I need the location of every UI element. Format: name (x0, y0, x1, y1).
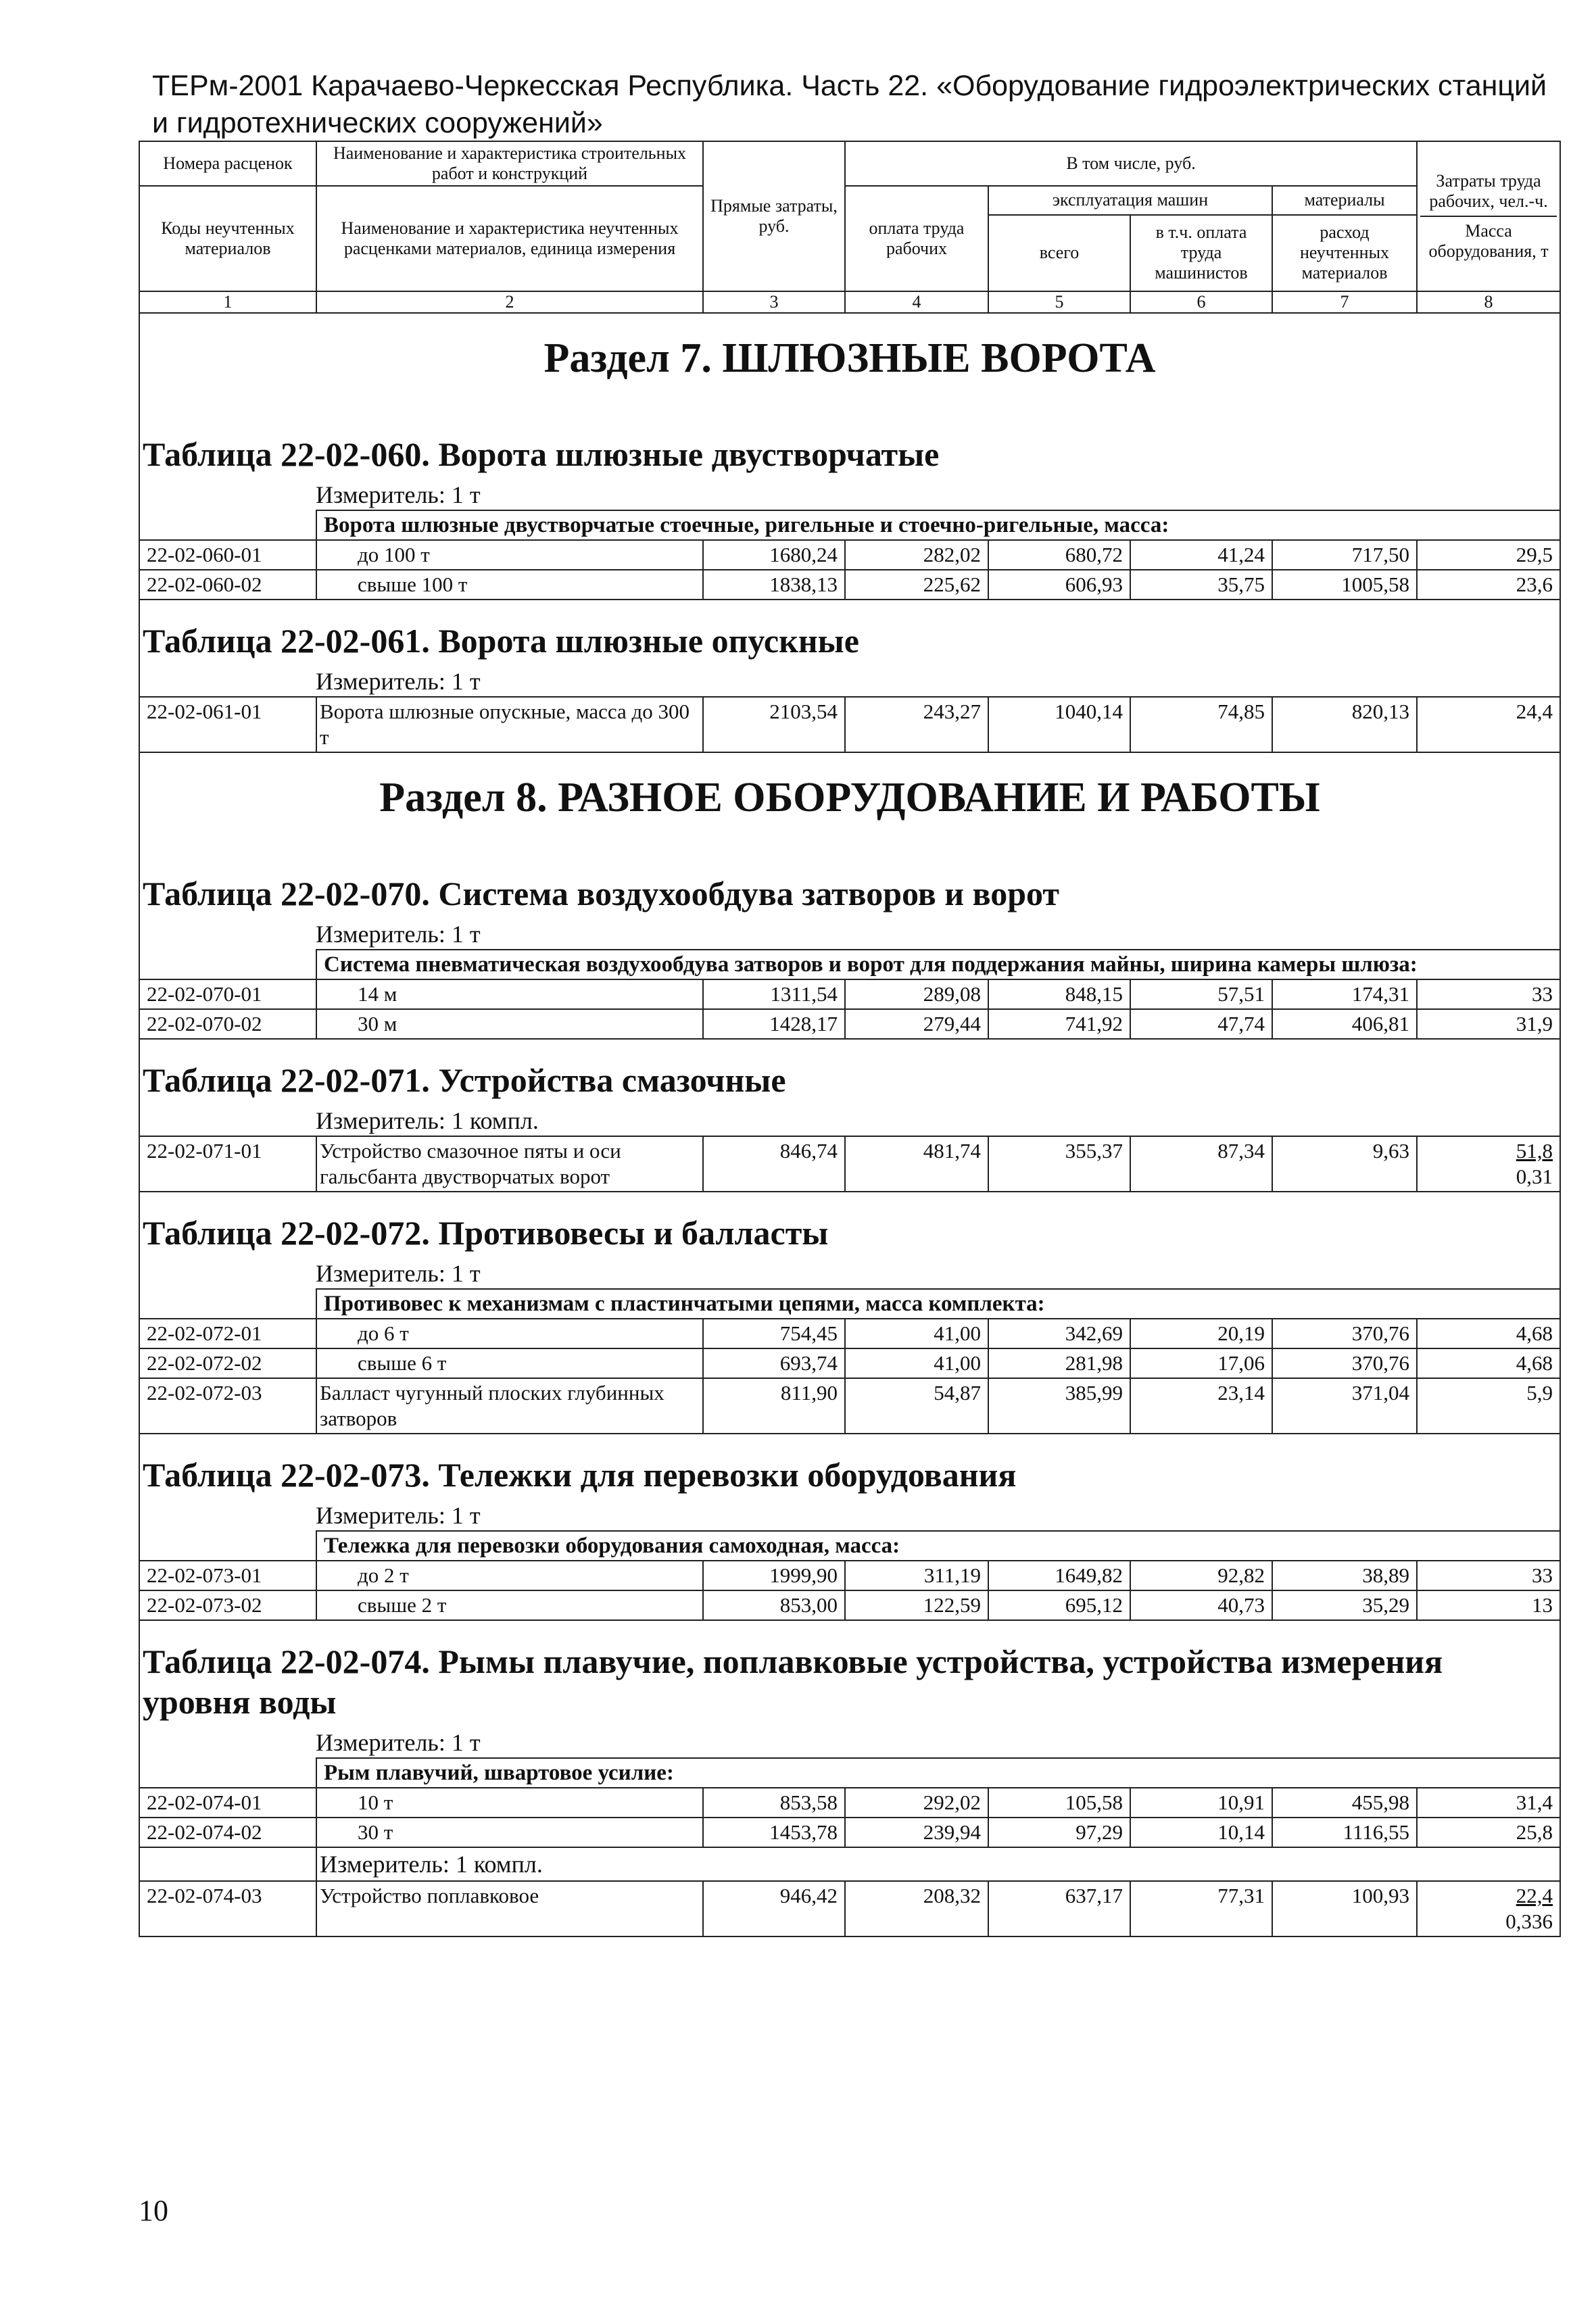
direct-costs: 946,42 (703, 1881, 845, 1936)
rate-name: 30 т (316, 1818, 703, 1847)
table-073-head-cell (139, 1434, 1560, 1531)
rate-name: Ворота шлюзные опускные, масса до 300 т (316, 697, 703, 752)
empty-cell (139, 1289, 316, 1319)
machine-total: 385,99 (988, 1378, 1130, 1434)
table-row (139, 1319, 1560, 1348)
empty-cell (139, 1847, 316, 1881)
worker-pay: 54,87 (845, 1378, 988, 1434)
direct-costs: 693,74 (703, 1348, 845, 1378)
labor-costs: 31,9 (1417, 1009, 1560, 1039)
header-direct-costs: Прямые затраты, руб. (703, 141, 845, 291)
rate-code: 22-02-060-02 (139, 570, 316, 600)
col-num-7: 7 (1272, 291, 1417, 313)
rate-code: 22-02-074-03 (139, 1881, 316, 1936)
machinist-pay: 10,91 (1130, 1788, 1272, 1818)
header-column-numbers (139, 291, 1560, 313)
col-num-1: 1 (139, 291, 316, 313)
worker-pay: 225,62 (845, 570, 988, 600)
table-row (139, 1378, 1560, 1434)
machinist-pay: 35,75 (1130, 570, 1272, 600)
machinist-pay: 47,74 (1130, 1009, 1272, 1039)
table-061-title: Таблица 22-02-061. Ворота шлюзные опускные (143, 622, 859, 660)
table-061-measure: Измеритель: 1 т (316, 668, 481, 695)
table-row (139, 1348, 1560, 1378)
labor-costs: 4,68 (1417, 1348, 1560, 1378)
header-work-name: Наименование и характеристика строительных работ и конструкций (316, 141, 703, 186)
machinist-pay: 74,85 (1130, 697, 1272, 752)
rate-code: 22-02-073-01 (139, 1561, 316, 1590)
machine-total: 637,17 (988, 1881, 1130, 1936)
rate-name: свыше 100 т (316, 570, 703, 600)
col-num-5: 5 (988, 291, 1130, 313)
table-074-measure: Измеритель: 1 т (316, 1729, 481, 1756)
table-061-head-cell (139, 600, 1560, 697)
rate-name: 30 м (316, 1009, 703, 1039)
labor-costs: 51,8 (1516, 1139, 1553, 1163)
materials: 371,04 (1272, 1378, 1417, 1434)
section-8-title: Раздел 8. РАЗНОЕ ОБОРУДОВАНИЕ И РАБОТЫ (379, 775, 1320, 821)
materials: 406,81 (1272, 1009, 1417, 1039)
header-labor-mass (1417, 141, 1560, 291)
labor-costs: 29,5 (1417, 540, 1560, 570)
worker-pay: 239,94 (845, 1818, 988, 1847)
rate-name: Устройство смазочное пяты и оси гальсбанта двустворчатых ворот (316, 1136, 703, 1192)
machinist-pay: 10,14 (1130, 1818, 1272, 1847)
direct-costs: 1428,17 (703, 1009, 845, 1039)
table-070-title: Таблица 22-02-070. Система воздухообдува затворов и ворот (143, 875, 1059, 912)
machine-total: 741,92 (988, 1009, 1130, 1039)
direct-costs: 811,90 (703, 1378, 845, 1434)
materials: 35,29 (1272, 1590, 1417, 1620)
materials: 455,98 (1272, 1788, 1417, 1818)
rate-code: 22-02-071-01 (139, 1136, 316, 1192)
machinist-pay: 41,24 (1130, 540, 1272, 570)
header-machine-operation: эксплуатация машин (988, 186, 1272, 215)
rate-code: 22-02-072-02 (139, 1348, 316, 1378)
worker-pay: 289,08 (845, 979, 988, 1009)
header-total: всего (988, 215, 1130, 291)
table-072-group (139, 1289, 1560, 1319)
labor-costs: 31,4 (1417, 1788, 1560, 1818)
labor-costs: 13 (1417, 1590, 1560, 1620)
header-rate-numbers: Номера расценок (139, 141, 316, 186)
section-8-row (139, 752, 1560, 950)
section-7-cell (139, 313, 1560, 510)
header-in-that-number: В том числе, руб. (845, 141, 1417, 186)
direct-costs: 1838,13 (703, 570, 845, 600)
worker-pay: 279,44 (845, 1009, 988, 1039)
labor-costs: 33 (1417, 979, 1560, 1009)
rate-code: 22-02-072-01 (139, 1319, 316, 1348)
table-071-head-cell (139, 1039, 1560, 1136)
header-material-codes: Коды неучтенных материалов (139, 186, 316, 291)
table-072-head (139, 1192, 1560, 1289)
table-070-group-text: Система пневматическая воздухообдува затворов и ворот для поддержания майны, ширина камеры шлюза: (316, 950, 1560, 979)
materials: 717,50 (1272, 540, 1417, 570)
table-row (139, 570, 1560, 600)
header-labor: Затраты труда рабочих, чел.-ч. (1420, 171, 1557, 217)
header-row-2 (139, 186, 1560, 215)
table-074-head-cell (139, 1620, 1560, 1758)
labor-costs: 22,4 (1516, 1884, 1553, 1907)
equipment-mass: 0,31 (1516, 1165, 1553, 1188)
page-number: 10 (139, 2194, 168, 2227)
table-073-group-text: Тележка для перевозки оборудования самоходная, масса: (316, 1531, 1560, 1561)
rate-code: 22-02-070-02 (139, 1009, 316, 1039)
table-060-measure: Измеритель: 1 т (316, 481, 481, 508)
table-row (139, 1788, 1560, 1818)
machine-total: 1649,82 (988, 1561, 1130, 1590)
table-071-measure: Измеритель: 1 компл. (316, 1107, 539, 1134)
machine-total: 695,12 (988, 1590, 1130, 1620)
table-073-head (139, 1434, 1560, 1531)
rate-code: 22-02-070-01 (139, 979, 316, 1009)
empty-cell (139, 1758, 316, 1788)
worker-pay: 122,59 (845, 1590, 988, 1620)
table-060-group (139, 510, 1560, 540)
rate-name: свыше 6 т (316, 1348, 703, 1378)
machinist-pay: 92,82 (1130, 1561, 1272, 1590)
materials: 9,63 (1272, 1136, 1417, 1192)
labor-costs: 25,8 (1417, 1818, 1560, 1847)
header-materials: материалы (1272, 186, 1417, 215)
rate-code: 22-02-061-01 (139, 697, 316, 752)
worker-pay: 41,00 (845, 1348, 988, 1378)
col-num-8: 8 (1417, 291, 1560, 313)
rate-name: свыше 2 т (316, 1590, 703, 1620)
table-061-head (139, 600, 1560, 697)
worker-pay: 481,74 (845, 1136, 988, 1192)
rate-code: 22-02-074-01 (139, 1788, 316, 1818)
rate-code: 22-02-072-03 (139, 1378, 316, 1434)
direct-costs: 1311,54 (703, 979, 845, 1009)
worker-pay: 243,27 (845, 697, 988, 752)
header-mass: Масса оборудования, т (1428, 221, 1549, 261)
direct-costs: 853,58 (703, 1788, 845, 1818)
table-row (139, 697, 1560, 752)
empty-cell (139, 510, 316, 540)
table-074-group (139, 1758, 1560, 1788)
table-060-group-text: Ворота шлюзные двустворчатые стоечные, ригельные и стоечно-ригельные, масса: (316, 510, 1560, 540)
section-7-title: Раздел 7. ШЛЮЗНЫЕ ВОРОТА (543, 335, 1156, 381)
rate-name: до 6 т (316, 1319, 703, 1348)
rate-name: до 100 т (316, 540, 703, 570)
header-row-1 (139, 141, 1560, 186)
table-070-group (139, 950, 1560, 979)
machinist-pay: 20,19 (1130, 1319, 1272, 1348)
machinist-pay: 57,51 (1130, 979, 1272, 1009)
direct-costs: 754,45 (703, 1319, 845, 1348)
rate-name: Балласт чугунный плоских глубинных затворов (316, 1378, 703, 1434)
machinist-pay: 87,34 (1130, 1136, 1272, 1192)
machine-total: 848,15 (988, 979, 1130, 1009)
direct-costs: 1999,90 (703, 1561, 845, 1590)
table-072-group-text: Противовес к механизмам с пластинчатыми цепями, масса комплекта: (316, 1289, 1560, 1319)
table-074-group-text: Рым плавучий, швартовое усилие: (316, 1758, 1560, 1788)
col-num-2: 2 (316, 291, 703, 313)
table-row (139, 1881, 1560, 1936)
table-073-measure: Измеритель: 1 т (316, 1502, 481, 1529)
table-074-measure2-row (139, 1847, 1560, 1881)
labor-mass-cell (1417, 1881, 1560, 1936)
equipment-mass: 0,336 (1505, 1909, 1553, 1933)
machine-total: 1040,14 (988, 697, 1130, 752)
labor-costs: 4,68 (1417, 1319, 1560, 1348)
machinist-pay: 77,31 (1130, 1881, 1272, 1936)
direct-costs: 2103,54 (703, 697, 845, 752)
materials: 38,89 (1272, 1561, 1417, 1590)
labor-mass-cell (1417, 1136, 1560, 1192)
machine-total: 680,72 (988, 540, 1130, 570)
machinist-pay: 40,73 (1130, 1590, 1272, 1620)
materials: 1116,55 (1272, 1818, 1417, 1847)
rate-code: 22-02-073-02 (139, 1590, 316, 1620)
col-num-6: 6 (1130, 291, 1272, 313)
machine-total: 105,58 (988, 1788, 1130, 1818)
table-row (139, 1136, 1560, 1192)
section-7-row (139, 313, 1560, 510)
direct-costs: 853,00 (703, 1590, 845, 1620)
table-row (139, 1561, 1560, 1590)
table-row (139, 540, 1560, 570)
header-machinist-pay: в т.ч. оплата труда машинистов (1130, 215, 1272, 291)
labor-costs: 33 (1417, 1561, 1560, 1590)
table-072-head-cell (139, 1192, 1560, 1289)
materials: 100,93 (1272, 1881, 1417, 1936)
machine-total: 97,29 (988, 1818, 1130, 1847)
rate-code: 22-02-074-02 (139, 1818, 316, 1847)
rate-name: 14 м (316, 979, 703, 1009)
table-074-head (139, 1620, 1560, 1758)
worker-pay: 282,02 (845, 540, 988, 570)
materials: 370,76 (1272, 1348, 1417, 1378)
header-material-names: Наименование и характеристика неучтенных расценками материалов, единица измерения (316, 186, 703, 291)
table-071-head (139, 1039, 1560, 1136)
table-074-measure2: Измеритель: 1 компл. (316, 1847, 1560, 1881)
direct-costs: 846,74 (703, 1136, 845, 1192)
table-072-measure: Измеритель: 1 т (316, 1260, 481, 1287)
table-070-measure: Измеритель: 1 т (316, 921, 481, 948)
empty-cell (139, 1531, 316, 1561)
direct-costs: 1453,78 (703, 1818, 845, 1847)
rate-name: Устройство поплавковое (316, 1881, 703, 1936)
labor-costs: 23,6 (1417, 570, 1560, 600)
empty-cell (139, 950, 316, 979)
worker-pay: 208,32 (845, 1881, 988, 1936)
section-8-cell (139, 752, 1560, 950)
materials: 174,31 (1272, 979, 1417, 1009)
machine-total: 342,69 (988, 1319, 1130, 1348)
materials: 370,76 (1272, 1319, 1417, 1348)
rate-name: 10 т (316, 1788, 703, 1818)
materials: 820,13 (1272, 697, 1417, 752)
header-unaccounted-materials: расход неучтенных материалов (1272, 215, 1417, 291)
table-row (139, 1009, 1560, 1039)
rate-code: 22-02-060-01 (139, 540, 316, 570)
table-row (139, 1818, 1560, 1847)
rate-name: до 2 т (316, 1561, 703, 1590)
worker-pay: 292,02 (845, 1788, 988, 1818)
table-073-title: Таблица 22-02-073. Тележки для перевозки оборудования (143, 1456, 1017, 1494)
table-074-title: Таблица 22-02-074. Рымы плавучие, поплавковые устройства, устройства измерения уровня воды (143, 1642, 1443, 1721)
machine-total: 281,98 (988, 1348, 1130, 1378)
rates-table (139, 141, 1561, 1937)
col-num-4: 4 (845, 291, 988, 313)
direct-costs: 1680,24 (703, 540, 845, 570)
table-row (139, 1590, 1560, 1620)
worker-pay: 41,00 (845, 1319, 988, 1348)
table-060-title: Таблица 22-02-060. Ворота шлюзные двустворчатые (143, 435, 940, 473)
labor-costs: 5,9 (1417, 1378, 1560, 1434)
labor-costs: 24,4 (1417, 697, 1560, 752)
header-worker-pay: оплата труда рабочих (845, 186, 988, 291)
machinist-pay: 17,06 (1130, 1348, 1272, 1378)
worker-pay: 311,19 (845, 1561, 988, 1590)
machinist-pay: 23,14 (1130, 1378, 1272, 1434)
table-072-title: Таблица 22-02-072. Противовесы и балласты (143, 1214, 829, 1252)
table-071-title: Таблица 22-02-071. Устройства смазочные (143, 1061, 786, 1099)
document-title: ТЕРм-2001 Карачаево-Черкесская Республика. Часть 22. «Оборудование гидроэлектрических станций и гидротехнических сооружений» (152, 70, 1547, 139)
table-row (139, 979, 1560, 1009)
materials: 1005,58 (1272, 570, 1417, 600)
machine-total: 355,37 (988, 1136, 1130, 1192)
machine-total: 606,93 (988, 570, 1130, 600)
col-num-3: 3 (703, 291, 845, 313)
table-073-group (139, 1531, 1560, 1561)
